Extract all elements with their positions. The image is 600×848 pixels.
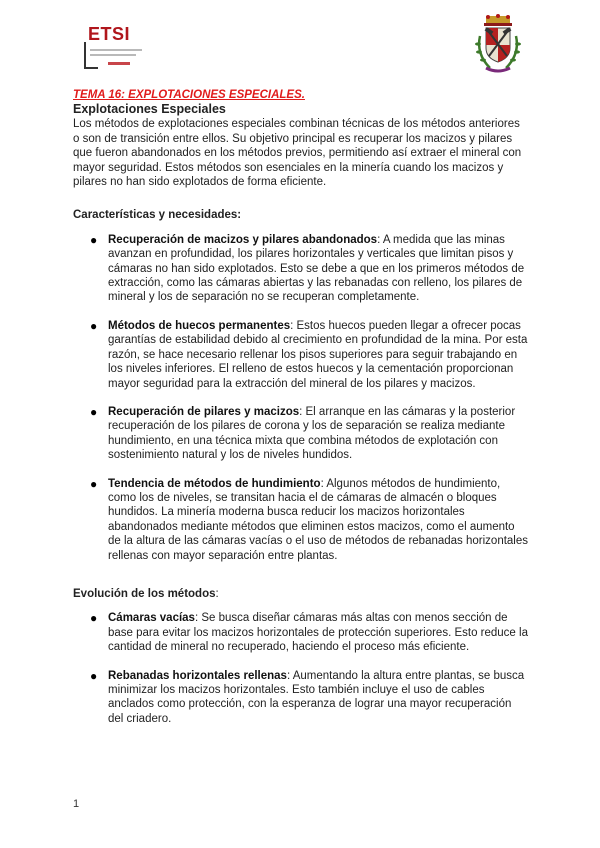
bullet-icon: ● [90, 476, 98, 491]
list-item [73, 669, 528, 727]
list-item [73, 611, 528, 654]
list-item [73, 233, 528, 305]
logo-fine-print [90, 54, 136, 56]
logo-fine-print [90, 49, 142, 51]
bullet-icon: ● [90, 404, 98, 419]
list-item-term: Métodos de huecos permanentes [108, 319, 291, 332]
list-item [73, 477, 528, 563]
list-item [73, 319, 528, 391]
mining-crest-icon [470, 14, 526, 76]
etsi-logo-text: ETSI [88, 24, 131, 44]
section-heading-characteristics [73, 208, 528, 222]
list-item-text: : A medida que las minas avanzan en profundidad, los pilares horizontales y verticales que limitan pisos y cámaras no han sido explotados. Esto se debe a que en los primeros métodos de extracción, como las cámaras abiertas y las rebanadas con relleno, los pilares de mineral y los de separación no se recuperan completamente. [108, 233, 525, 304]
document-body [73, 88, 528, 726]
bullet-icon: ● [90, 611, 98, 626]
intro-paragraph: Los métodos de explotaciones especiales combinan técnicas de los métodos anteriores o son de transición entre ellos. Su objetivo principal es recuperar los macizos y pilares que fueron abandonados en los métodos previos, permitiendo así extraer el mineral con mayor seguridad. Estos métodos son esenciales en la minería cuando los macizos y pilares no han sido explotados de forma eficiente. [73, 118, 522, 189]
section-heading-text: Características y necesidades: [73, 209, 242, 222]
list-item-text: : Estos huecos pueden llegar a ofrecer pocas garantías de estabilidad debido al crecimiento en profundidad de la mina. Por esta razón, se hace necesario rellenar los pisos superiores para seguir trabajando en los niveles inferiores. El relleno de estos huecos y la cementación proporcionan mayor seguridad para la extracción del mineral de los pilares y macizos. [108, 319, 528, 390]
logo-rule-vertical [84, 42, 86, 68]
section-subtitle: Explotaciones Especiales [73, 102, 226, 117]
page-number: 1 [73, 798, 80, 810]
section-heading-evolution [73, 587, 528, 601]
bullet-icon: ● [90, 668, 98, 683]
page-title: TEMA 16: EXPLOTACIONES ESPECIALES. [73, 89, 305, 101]
logo-accent [108, 62, 130, 65]
bullet-icon: ● [90, 232, 98, 247]
logo-rule-horizontal [84, 67, 98, 69]
bullet-icon: ● [90, 318, 98, 333]
list-item-text: : Se busca diseñar cámaras más altas con menos sección de base para evitar los macizos horizontales de protección superiores. Esto reduce la cantidad de mineral no recuperado, haciendo el proceso más eficiente. [108, 612, 528, 654]
section-heading-text: Evolución de los métodos [73, 587, 216, 600]
characteristics-list [73, 233, 528, 563]
list-item-text: : Algunos métodos de hundimiento, como los de niveles, se transitan hacia el de cámaras de almacén o bloques hundidos. La minería moderna busca reducir los macizos horizontales abandonados mediante métodos que eliminen estos macizos, como el aumento de la altura de las cámaras vacías o el uso de métodos de rebanadas horizontales rellenas con mayor separación entre plantas. [108, 477, 529, 562]
list-item-term: Recuperación de pilares y macizos [108, 405, 300, 418]
list-item [73, 405, 528, 463]
list-item-text: : Aumentando la altura entre plantas, se busca minimizar los macizos horizontales. Esto también incluye el uso de cables anclados como protección, con la esperanza de lograr una mayor recuperación del criadero. [108, 669, 525, 725]
list-item-text: : El arranque en las cámaras y la posterior recuperación de los pilares de corona y los de separación se realiza mediante hundimiento, en una técnica mixta que combina métodos de explotación con sostenimiento natural y los de niveles hundidos. [108, 405, 516, 462]
etsi-logo [82, 24, 142, 72]
list-item-term: Tendencia de métodos de hundimiento [108, 477, 321, 490]
list-item-term: Cámaras vacías [108, 612, 195, 625]
section-heading-suffix: : [215, 587, 219, 600]
evolution-list [73, 611, 528, 726]
list-item-term: Recuperación de macizos y pilares abandonados [108, 233, 378, 246]
list-item-term: Rebanadas horizontales rellenas [108, 669, 287, 682]
